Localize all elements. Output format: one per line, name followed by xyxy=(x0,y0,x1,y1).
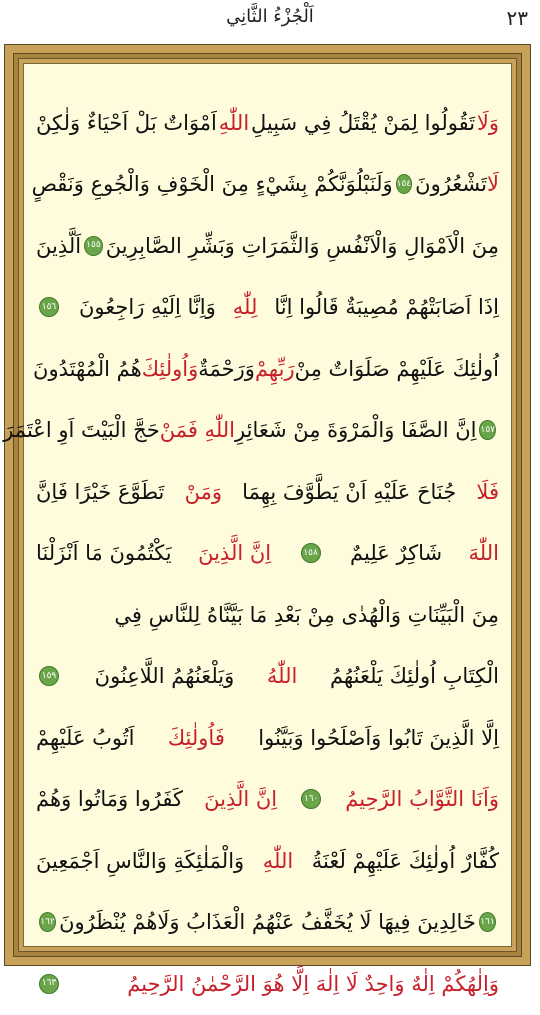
verse-text: حَجَّ الْبَيْتَ اَوِ اعْتَمَرَ xyxy=(3,418,160,443)
page-header xyxy=(0,0,540,44)
verse-text: خَالِدِينَ فِيهَا لَا يُخَفَّفُ عَنْهُمُ الْعَذَابُ وَلَاهُمْ يُنْظَرُونَ xyxy=(59,910,476,935)
verse-line xyxy=(36,707,499,769)
highlighted-word: وَاِلٰهُكُمْ اِلٰهٌ وَاحِدٌ لَا اِلٰهَ اِلَّا هُوَ الرَّحْمٰنُ الرَّحِيمُ xyxy=(127,971,499,996)
verse-line xyxy=(36,830,499,892)
ayah-number-marker: ١٥٨ xyxy=(301,543,321,563)
verse-text: وَلَنَبْلُوَنَّكُمْ بِشَيْءٍ مِنَ الْخَوْفِ وَالْجُوعِ وَنَقْصٍ xyxy=(31,172,393,197)
verse-lines xyxy=(3,92,499,1015)
verse-text: مِنَ الْبَيِّنَاتِ وَالْهُدٰى مِنْ بَعْدِ مَا بَيَّنَّاهُ لِلنَّاسِ فِي xyxy=(114,602,499,627)
ayah-number-marker: ١٥٤ xyxy=(396,174,413,194)
verse-text: تَقُولُوا لِمَنْ يُقْتَلُ فِي سَبِيلِ xyxy=(250,110,476,135)
ornamental-frame xyxy=(3,44,531,996)
ayah-number-marker: ١٦٣ xyxy=(39,974,59,994)
verse-text: تَشْعُرُونَ xyxy=(415,172,488,197)
ayah-number-marker: ١٦٢ xyxy=(39,912,56,932)
verse-text: وَرَحْمَةٌ xyxy=(198,356,255,381)
verse-text: الْكِتَابِ اُولٰئِكَ يَلْعَنُهُمُ xyxy=(329,664,499,689)
verse-text: شَاكِرٌ عَلِيمٌ xyxy=(350,541,443,566)
highlighted-word: لَا xyxy=(487,172,499,197)
verse-text: مِنَ الْاَمْوَالِ وَالْاَنْفُسِ وَالثَّمَرَاتِ وَبَشِّرِ الصَّابِرِينَ xyxy=(105,233,499,258)
verse-text: اَتُوبُ عَلَيْهِمْ xyxy=(36,725,135,750)
frame-inner-line xyxy=(3,58,517,996)
ayah-number-marker: ١٥٩ xyxy=(39,666,59,686)
verse-text: اَلَّذِينَ xyxy=(36,233,82,258)
verse-line xyxy=(36,92,499,154)
ayah-number-marker: ١٥٦ xyxy=(39,297,59,317)
ayah-number-marker: ١٥٧ xyxy=(479,420,496,440)
verse-line xyxy=(33,338,499,400)
highlighted-word: اللّٰهُ xyxy=(266,664,298,689)
highlighted-word: اللّٰهِ xyxy=(218,110,250,135)
highlighted-word: رَبِّهِمْ xyxy=(254,356,295,381)
highlighted-word: اِنَّ الَّذِينَ xyxy=(198,541,272,566)
verse-line xyxy=(31,154,499,216)
verse-line xyxy=(3,400,499,462)
highlighted-word: اللّٰهَ xyxy=(468,541,499,566)
juz-title: اَلْجُزْءُ الثَّانِي xyxy=(226,6,314,27)
verse-text: اَمْوَاتٌ بَلْ اَحْيَاءٌ وَلٰكِنْ xyxy=(36,110,217,135)
verse-text: كُفَّارٌ اُولٰئِكَ عَلَيْهِمْ لَعْنَةُ xyxy=(311,848,499,873)
verse-text: تَطَوَّعَ خَيْرًا فَاِنَّ xyxy=(36,479,165,504)
verse-line xyxy=(36,584,499,646)
verse-line xyxy=(36,277,499,339)
verse-text: اِذَا اَصَابَتْهُمْ مُصِيبَةٌ قَالُوا اِنَّا xyxy=(274,295,499,320)
verse-text: اِنَّ الصَّفَا وَالْمَرْوَةَ مِنْ شَعَائِرِ xyxy=(235,418,477,443)
verse-text: اُولٰئِكَ عَلَيْهِمْ صَلَوَاتٌ مِنْ xyxy=(294,356,499,381)
verse-line xyxy=(36,953,499,1015)
ayah-number-marker: ١٥٥ xyxy=(84,236,103,256)
highlighted-word: فَلَا xyxy=(476,479,499,504)
verse-line xyxy=(36,461,499,523)
highlighted-word: اِنَّ الَّذِينَ xyxy=(204,787,278,812)
verse-text: جُنَاحَ عَلَيْهِ اَنْ يَطَّوَّفَ بِهِمَا xyxy=(242,479,457,504)
verse-text: وَاِنَّا اِلَيْهِ رَاجِعُونَ xyxy=(79,295,216,320)
verse-text: كَفَرُوا وَمَاتُوا وَهُمْ xyxy=(36,787,184,812)
highlighted-word: اللّٰهِ فَمَنْ xyxy=(159,418,236,443)
verse-line xyxy=(36,215,499,277)
page-number: ٢٣ xyxy=(506,6,528,30)
highlighted-word: اللّٰهِ xyxy=(262,848,294,873)
highlighted-word: وَلَا xyxy=(476,110,499,135)
frame-border xyxy=(3,53,522,996)
highlighted-word: وَاَنَا التَّوَّابُ الرَّحِيمُ xyxy=(345,787,499,812)
verse-text: وَالْمَلٰئِكَةِ وَالنَّاسِ اَجْمَعِينَ xyxy=(36,848,245,873)
verse-line xyxy=(36,769,499,831)
highlighted-word: فَاُولٰئِكَ xyxy=(167,725,225,750)
highlighted-word: لِلّٰهِ xyxy=(232,295,258,320)
ayah-number-marker: ١٦٠ xyxy=(301,789,321,809)
text-area xyxy=(3,63,512,996)
verse-text: يَكْتُمُونَ مَا اَنْزَلْنَا xyxy=(36,541,172,566)
verse-line xyxy=(36,646,499,708)
highlighted-word: وَاُولٰئِكَ xyxy=(141,356,199,381)
verse-line xyxy=(36,523,499,585)
ayah-number-marker: ١٦١ xyxy=(479,912,496,932)
highlighted-word: وَمَنْ xyxy=(184,479,222,504)
verse-text: اِلَّا الَّذِينَ تَابُوا وَاَصْلَحُوا وَبَيَّنُوا xyxy=(258,725,499,750)
verse-text: هُمُ الْمُهْتَدُونَ xyxy=(33,356,142,381)
verse-line xyxy=(36,892,499,954)
verse-text: وَيَلْعَنُهُمُ اللَّاعِنُونَ xyxy=(94,664,235,689)
